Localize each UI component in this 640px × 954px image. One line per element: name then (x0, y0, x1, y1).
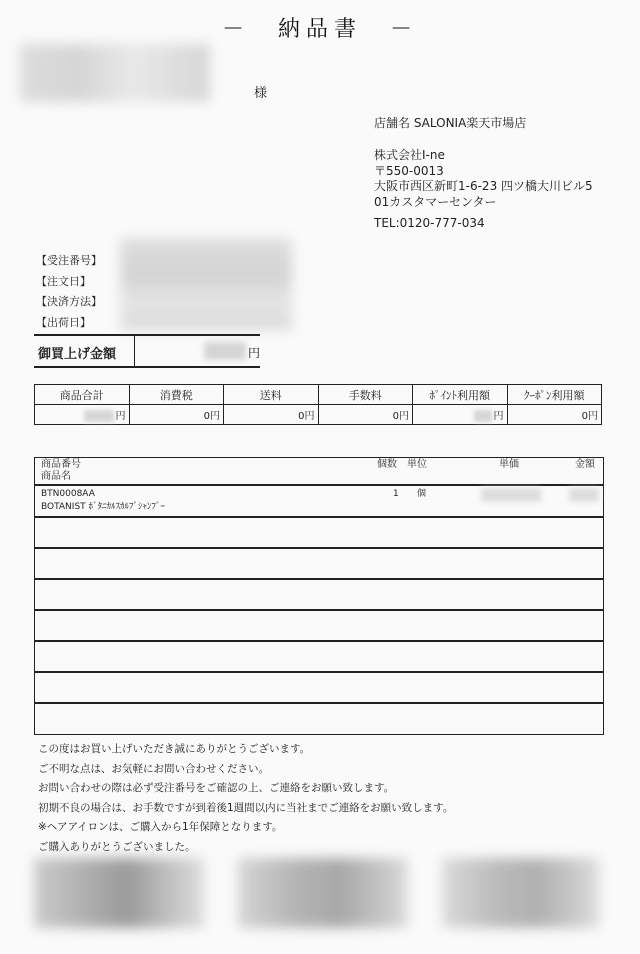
company-tel: TEL:0120-777-034 (374, 216, 485, 230)
fee-value: 円 (35, 405, 130, 425)
company-address-1: 大阪市西区新町1-6-23 四ツ橋大川ビル5 (374, 179, 593, 193)
header-amount: 金額 (575, 459, 595, 470)
row-divider (35, 640, 603, 642)
notes-block (38, 740, 453, 857)
fees-table (34, 384, 602, 425)
row-divider (35, 702, 603, 704)
note-line: 初期不良の場合は、お手数ですが到着後1週間以内に当社までご連絡をお願い致します。 (38, 801, 454, 814)
row-divider (35, 609, 603, 611)
item-unit: 個 (417, 489, 427, 499)
fees-header-row (35, 385, 602, 405)
fee-value: 0円 (318, 405, 413, 425)
footer-redacted-right (442, 858, 600, 928)
fee-header: ｸｰﾎﾟﾝ利用額 (507, 385, 602, 405)
note-line: この度はお買い上げいただき誠にありがとうございます。 (38, 743, 311, 755)
order-info-labels (36, 251, 102, 333)
item-price-redacted (481, 488, 541, 502)
footer-redacted-middle (238, 858, 408, 928)
document-title: － 納品書 － (221, 17, 418, 42)
header-product-name: 商品名 (41, 471, 71, 482)
item-amount-redacted (569, 488, 599, 502)
customer-honorific: 様 (254, 86, 268, 101)
total-amount-label: 御買上げ金額 (38, 347, 117, 362)
order-info-redacted (120, 238, 292, 330)
fee-header: 消費税 (129, 385, 224, 405)
row-divider (35, 578, 603, 580)
items-header (35, 458, 603, 486)
footer-redacted-left (34, 858, 204, 928)
fee-header: 送料 (224, 385, 319, 405)
header-quantity: 個数 (377, 459, 397, 470)
row-divider (35, 547, 603, 549)
row-divider (35, 516, 603, 518)
customer-name-redacted (20, 44, 210, 102)
row-divider (35, 671, 603, 673)
note-line: お問い合わせの際は必ず受注番号をご確認の上、ご連絡をお願い致します。 (38, 782, 395, 794)
fee-value: 0円 (224, 405, 319, 425)
payment-method-label: 【決済方法】 (36, 295, 102, 308)
company-postal: 〒550-0013 (374, 163, 444, 178)
fee-value: 円 (413, 405, 508, 425)
fee-header: 手数料 (318, 385, 413, 405)
total-amount-redacted (204, 342, 246, 360)
items-table (34, 457, 604, 735)
fee-header: 商品合計 (35, 385, 130, 405)
header-unit: 単位 (407, 459, 427, 470)
note-line: ご不明な点は、お気軽にお問い合わせください。 (38, 762, 269, 775)
company-address-2: 01カスタマーセンター (374, 194, 497, 209)
header-product-code: 商品番号 (41, 459, 81, 470)
total-amount-box (34, 334, 260, 368)
company-name: 株式会社I-ne (374, 148, 445, 162)
note-line: ご購入ありがとうございました。 (38, 840, 196, 853)
note-line: ※ヘアアイロンは、ご購入から1年保障となります。 (38, 821, 283, 833)
order-number-label: 【受注番号】 (36, 254, 102, 267)
item-name: BOTANIST ﾎﾞﾀﾆｶﾙｽｶﾙﾌﾟｼｬﾝﾌﾟｰ (41, 502, 166, 512)
item-code: BTN0008AA (41, 489, 95, 499)
order-date-label: 【注文日】 (36, 274, 91, 288)
fee-value: 0円 (507, 405, 602, 425)
fee-header: ﾎﾟｲﾝﾄ利用額 (413, 385, 508, 405)
header-unit-price: 単価 (499, 459, 519, 470)
total-amount-unit: 円 (247, 346, 260, 360)
fees-value-row (35, 405, 602, 425)
total-separator (134, 336, 135, 366)
item-quantity: 1 (393, 489, 399, 499)
company-block (374, 148, 593, 232)
store-name: 店舗名 SALONIA楽天市場店 (374, 116, 527, 130)
ship-date-label: 【出荷日】 (36, 315, 91, 329)
fee-value: 0円 (129, 405, 224, 425)
